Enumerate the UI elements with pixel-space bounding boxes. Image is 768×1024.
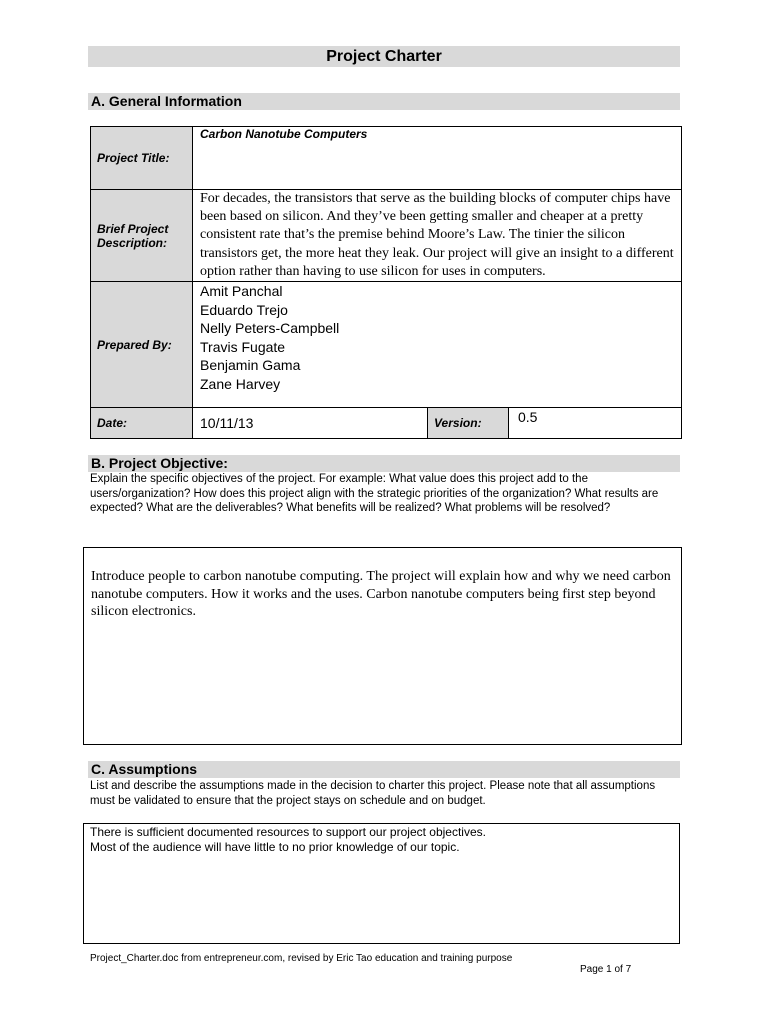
- objective-content-box: Introduce people to carbon nanotube computing. The project will explain how and why we need carbon nanotube computers. How it works and the uses. Carbon nanotube computers being first step beyond silicon electronics.: [83, 547, 682, 745]
- prepared-by-name: Nelly Peters-Campbell: [200, 320, 340, 337]
- footer-source-note: Project_Charter.doc from entrepreneur.com, revised by Eric Tao education and training purpose: [90, 953, 513, 964]
- general-info-table: [90, 126, 682, 439]
- description-row: [91, 190, 682, 282]
- date-value: 10/11/13: [193, 408, 428, 439]
- description-label: Brief Project Description:: [91, 190, 193, 282]
- date-label: Date:: [91, 408, 193, 439]
- description-value: For decades, the transistors that serve as the building blocks of computer chips have been based on silicon. And they’ve been getting smaller and cheaper at a pretty consistent rate that’s the premise behind Moore’s Law. The tinier the silicon transistors get, the more heat they leak. Our project will give an insight to a different option rather than having to use silicon for uses in computers.: [193, 190, 682, 282]
- section-c-heading: C. Assumptions: [88, 761, 680, 778]
- assumptions-content-box: [83, 823, 680, 944]
- project-title-value: Carbon Nanotube Computers: [193, 127, 682, 190]
- version-value: 0.5: [509, 408, 682, 439]
- page-title: Project Charter: [88, 46, 680, 67]
- assumptions-instructions: List and describe the assumptions made in the decision to charter this project. Please note that all assumptions must be validated to ensure that the project stays on schedule and on budget.: [90, 780, 656, 807]
- prepared-by-name: Eduardo Trejo: [200, 301, 288, 318]
- footer-page-number: Page 1 of 7: [580, 964, 632, 975]
- prepared-by-name: Benjamin Gama: [200, 357, 301, 374]
- section-b-heading: B. Project Objective:: [88, 455, 680, 472]
- objective-instructions: Explain the specific objectives of the project. For example: What value does this project add to the users/organization? How does this project align with the strategic priorities of the organization? What results are expected? What are the deliverables? What benefits will be realized? What problems will be resolved?: [90, 473, 659, 514]
- prepared-by-label: Prepared By:: [91, 282, 193, 408]
- assumption-item: There is sufficient documented resources to support our project objectives.: [90, 825, 486, 839]
- prepared-by-name: Amit Panchal: [200, 283, 283, 300]
- project-title-row: [91, 127, 682, 190]
- date-version-row: [91, 408, 682, 439]
- version-label: Version:: [428, 408, 509, 439]
- prepared-by-row: [91, 282, 682, 408]
- prepared-by-name: Travis Fugate: [200, 338, 286, 355]
- section-a-heading: A. General Information: [88, 93, 680, 110]
- project-title-label: Project Title:: [91, 127, 193, 190]
- prepared-by-name: Zane Harvey: [200, 375, 281, 392]
- assumption-item: Most of the audience will have little to no prior knowledge of our topic.: [90, 840, 460, 854]
- prepared-by-list: [193, 282, 682, 408]
